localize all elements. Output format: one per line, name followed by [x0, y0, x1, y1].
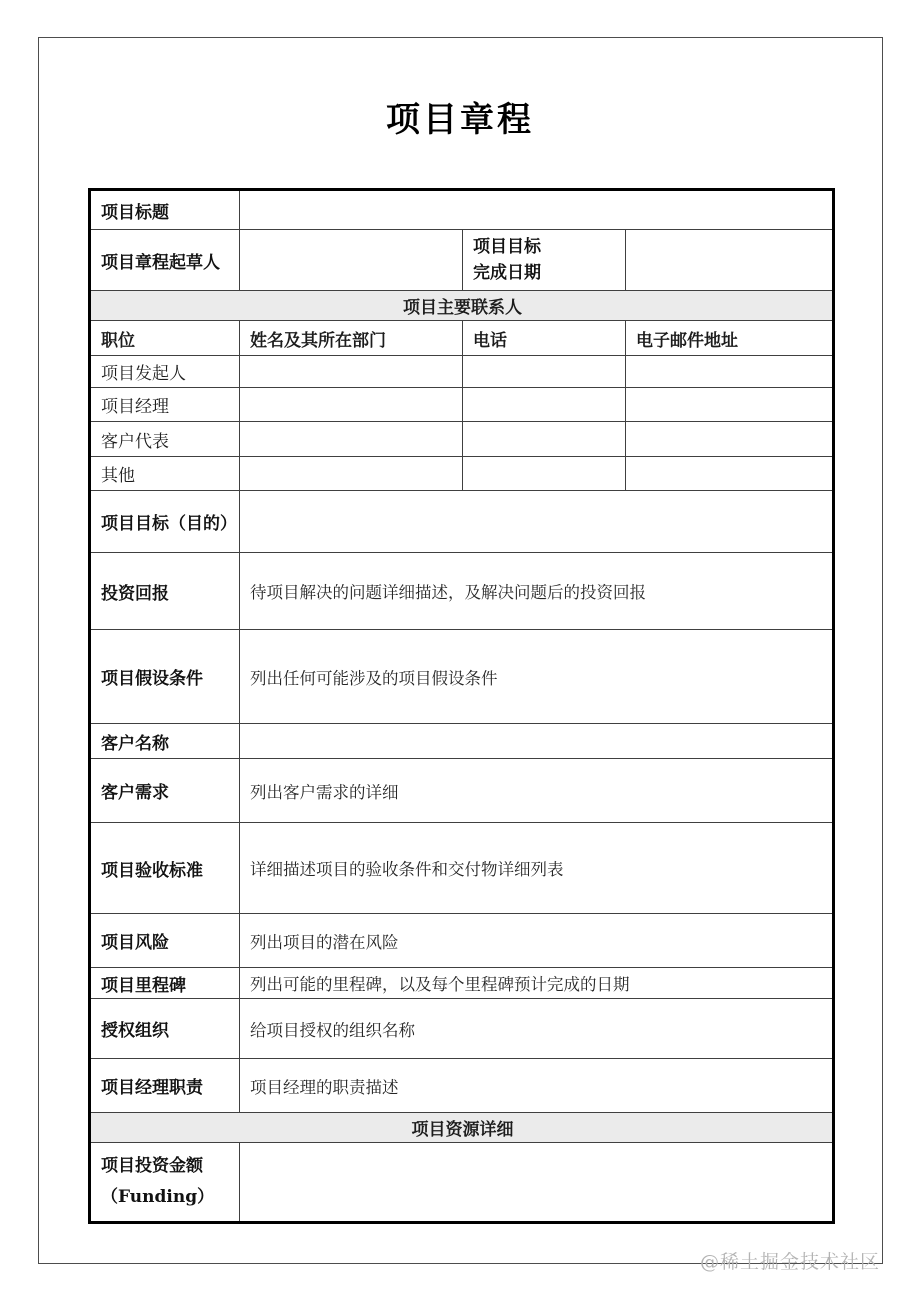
- detail-value: 列出可能的里程碑，以及每个里程碑预计完成的日期: [240, 968, 834, 999]
- project-title-value: [240, 190, 834, 230]
- contacts-col-phone: 电话: [463, 321, 626, 356]
- contacts-col-email: 电子邮件地址: [626, 321, 834, 356]
- detail-row-pm-duties: [90, 1059, 834, 1113]
- detail-label: 客户名称: [90, 724, 240, 759]
- detail-row-customer-needs: [90, 759, 834, 823]
- contact-email-cell: [626, 356, 834, 388]
- funding-label-line2: （Funding）: [101, 1187, 215, 1207]
- detail-row-customer-name: [90, 724, 834, 759]
- contact-phone-cell: [463, 356, 626, 388]
- detail-value: 列出任何可能涉及的项目假设条件: [240, 630, 834, 724]
- detail-label: 投资回报: [90, 553, 240, 630]
- contact-name-cell: [240, 356, 463, 388]
- contact-email-cell: [626, 388, 834, 422]
- drafter-label: 项目章程起草人: [90, 230, 240, 291]
- resources-section-header: 项目资源详细: [90, 1113, 834, 1143]
- detail-row-acceptance: [90, 823, 834, 914]
- contact-phone-cell: [463, 388, 626, 422]
- project-charter-table: [88, 188, 835, 1224]
- contacts-col-position: 职位: [90, 321, 240, 356]
- page-title: 项目章程: [386, 100, 534, 140]
- resources-section-row: [90, 1113, 834, 1143]
- detail-row-goals: [90, 491, 834, 553]
- funding-row: [90, 1143, 834, 1223]
- detail-row-roi: [90, 553, 834, 630]
- detail-label: 项目风险: [90, 914, 240, 968]
- funding-value: [240, 1143, 834, 1223]
- target-date-label-line1: 项目目标: [473, 236, 541, 257]
- funding-label: [90, 1143, 240, 1223]
- contact-name-cell: [240, 388, 463, 422]
- contact-row-manager: [90, 388, 834, 422]
- contact-position-cell: 项目经理: [90, 388, 240, 422]
- detail-row-milestones: [90, 968, 834, 999]
- contact-phone-cell: [463, 422, 626, 457]
- detail-value: [240, 724, 834, 759]
- contact-email-cell: [626, 422, 834, 457]
- contact-row-customer-rep: [90, 422, 834, 457]
- contacts-columns-row: [90, 321, 834, 356]
- contact-phone-cell: [463, 457, 626, 491]
- detail-value: 列出客户需求的详细: [240, 759, 834, 823]
- contact-email-cell: [626, 457, 834, 491]
- target-date-label: [463, 230, 626, 291]
- funding-label-line1: 项目投资金额: [101, 1156, 203, 1177]
- contact-name-cell: [240, 422, 463, 457]
- detail-value: 列出项目的潜在风险: [240, 914, 834, 968]
- contact-position-cell: 项目发起人: [90, 356, 240, 388]
- detail-label: 项目目标（目的）: [90, 491, 240, 553]
- detail-label: 项目验收标准: [90, 823, 240, 914]
- contacts-col-name: 姓名及其所在部门: [240, 321, 463, 356]
- target-date-label-line2: 完成日期: [473, 263, 541, 283]
- detail-label: 客户需求: [90, 759, 240, 823]
- detail-value: 给项目授权的组织名称: [240, 999, 834, 1059]
- detail-value: 项目经理的职责描述: [240, 1059, 834, 1113]
- contact-position-cell: 其他: [90, 457, 240, 491]
- detail-value: 待项目解决的问题详细描述，及解决问题后的投资回报: [240, 553, 834, 630]
- detail-row-risks: [90, 914, 834, 968]
- detail-row-authorizing-org: [90, 999, 834, 1059]
- detail-label: 项目假设条件: [90, 630, 240, 724]
- detail-row-assumptions: [90, 630, 834, 724]
- contacts-section-header: 项目主要联系人: [90, 291, 834, 321]
- contact-name-cell: [240, 457, 463, 491]
- contact-row-sponsor: [90, 356, 834, 388]
- contact-row-other: [90, 457, 834, 491]
- detail-label: 授权组织: [90, 999, 240, 1059]
- drafter-row: [90, 230, 834, 291]
- detail-value: 详细描述项目的验收条件和交付物详细列表: [240, 823, 834, 914]
- project-title-label: 项目标题: [90, 190, 240, 230]
- contacts-section-row: [90, 291, 834, 321]
- detail-label: 项目里程碑: [90, 968, 240, 999]
- contact-position-cell: 客户代表: [90, 422, 240, 457]
- drafter-value: [240, 230, 463, 291]
- project-title-row: [90, 190, 834, 230]
- detail-value: [240, 491, 834, 553]
- detail-label: 项目经理职责: [90, 1059, 240, 1113]
- watermark: @稀土掘金技术社区: [699, 1251, 880, 1273]
- target-date-value: [626, 230, 834, 291]
